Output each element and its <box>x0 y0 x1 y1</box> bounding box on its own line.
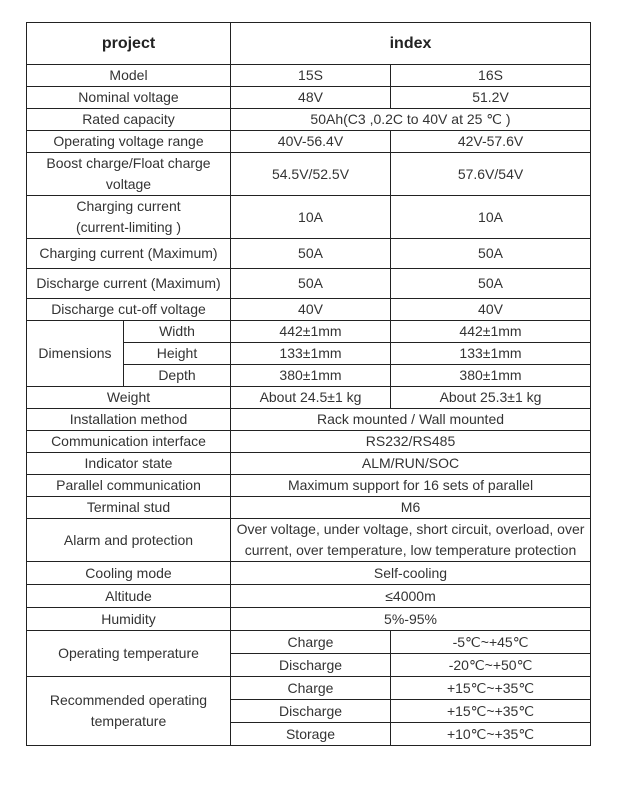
table-row <box>27 608 591 631</box>
value-15s: 40V-56.4V <box>231 131 391 153</box>
row-group-label: Dimensions <box>27 321 124 387</box>
value-shared: +15℃~+35℃ <box>391 677 591 700</box>
row-sublabel: Charge <box>231 631 391 654</box>
table-row <box>27 239 591 269</box>
table-row <box>27 631 591 654</box>
value-16s: 40V <box>391 299 591 321</box>
value-16s: 442±1mm <box>391 321 591 343</box>
value-shared: +10℃~+35℃ <box>391 723 591 746</box>
value-16s: 50A <box>391 269 591 299</box>
value-15s: 40V <box>231 299 391 321</box>
row-label: Installation method <box>27 409 231 431</box>
value-15s: 442±1mm <box>231 321 391 343</box>
value-shared: Self-cooling <box>231 562 591 585</box>
value-shared: M6 <box>231 497 591 519</box>
table-row <box>27 431 591 453</box>
value-16s: 380±1mm <box>391 365 591 387</box>
table-row <box>27 497 591 519</box>
row-label: Indicator state <box>27 453 231 475</box>
value-line: current, over temperature, low temperature protection <box>244 542 577 558</box>
table-row <box>27 299 591 321</box>
header-index: index <box>231 23 591 65</box>
row-sublabel: Charge <box>231 677 391 700</box>
value-15s: About 24.5±1 kg <box>231 387 391 409</box>
row-label: Altitude <box>27 585 231 608</box>
value-shared: ALM/RUN/SOC <box>231 453 591 475</box>
value-15s: 380±1mm <box>231 365 391 387</box>
row-group-label: Operating temperature <box>27 631 231 677</box>
row-label: Terminal stud <box>27 497 231 519</box>
value-shared: Rack mounted / Wall mounted <box>231 409 591 431</box>
table-row <box>27 387 591 409</box>
row-label <box>27 196 231 239</box>
value-15s: 15S <box>231 65 391 87</box>
value-15s: 54.5V/52.5V <box>231 153 391 196</box>
row-label: Discharge cut-off voltage <box>27 299 231 321</box>
table-row <box>27 269 591 299</box>
table-row <box>27 409 591 431</box>
table-row <box>27 65 591 87</box>
value-shared: ≤4000m <box>231 585 591 608</box>
spec-table <box>26 22 591 746</box>
value-16s: About 25.3±1 kg <box>391 387 591 409</box>
value-16s: 133±1mm <box>391 343 591 365</box>
row-label-line: temperature <box>90 713 167 729</box>
row-label <box>27 153 231 196</box>
table-row <box>27 321 591 343</box>
value-15s: 10A <box>231 196 391 239</box>
row-label: Model <box>27 65 231 87</box>
row-sublabel: Discharge <box>231 654 391 677</box>
row-label: Operating voltage range <box>27 131 231 153</box>
table-row <box>27 585 591 608</box>
table-row <box>27 109 591 131</box>
row-label: Nominal voltage <box>27 87 231 109</box>
row-label: Parallel communication <box>27 475 231 497</box>
row-label: Cooling mode <box>27 562 231 585</box>
table-row <box>27 475 591 497</box>
value-shared: 50Ah(C3 ,0.2C to 40V at 25 ℃ ) <box>231 109 591 131</box>
row-sublabel: Discharge <box>231 700 391 723</box>
row-label: Charging current (Maximum) <box>27 239 231 269</box>
value-shared: Maximum support for 16 sets of parallel <box>231 475 591 497</box>
value-shared: RS232/RS485 <box>231 431 591 453</box>
row-label: Communication interface <box>27 431 231 453</box>
value-shared: +15℃~+35℃ <box>391 700 591 723</box>
value-shared: 5%-95% <box>231 608 591 631</box>
table-row <box>27 131 591 153</box>
value-15s: 133±1mm <box>231 343 391 365</box>
value-shared <box>231 519 591 562</box>
value-shared: -5℃~+45℃ <box>391 631 591 654</box>
header-project: project <box>27 23 231 65</box>
value-16s: 50A <box>391 239 591 269</box>
table-row <box>27 196 591 239</box>
value-15s: 50A <box>231 269 391 299</box>
row-label: Rated capacity <box>27 109 231 131</box>
row-group-label <box>27 677 231 746</box>
table-header-row <box>27 23 591 65</box>
row-label: Discharge current (Maximum) <box>27 269 231 299</box>
table-row <box>27 677 591 700</box>
row-label-line: Recommended operating <box>49 692 208 708</box>
value-16s: 10A <box>391 196 591 239</box>
table-row <box>27 453 591 475</box>
row-sublabel: Depth <box>124 365 231 387</box>
value-16s: 42V-57.6V <box>391 131 591 153</box>
value-16s: 51.2V <box>391 87 591 109</box>
row-label: Alarm and protection <box>27 519 231 562</box>
row-label-line: voltage <box>105 176 152 192</box>
table-row <box>27 519 591 562</box>
value-line: Over voltage, under voltage, short circuit, overload, over <box>236 521 585 537</box>
table-row <box>27 153 591 196</box>
row-label: Humidity <box>27 608 231 631</box>
value-15s: 50A <box>231 239 391 269</box>
value-16s: 57.6V/54V <box>391 153 591 196</box>
row-label-line: (current-limiting ) <box>75 219 181 235</box>
value-shared: -20℃~+50℃ <box>391 654 591 677</box>
row-label: Weight <box>27 387 231 409</box>
row-sublabel: Storage <box>231 723 391 746</box>
row-sublabel: Width <box>124 321 231 343</box>
table-row <box>27 562 591 585</box>
table-row <box>27 87 591 109</box>
value-16s: 16S <box>391 65 591 87</box>
row-label-line: Boost charge/Float charge <box>46 155 211 171</box>
value-15s: 48V <box>231 87 391 109</box>
row-label-line: Charging current <box>76 198 181 214</box>
row-sublabel: Height <box>124 343 231 365</box>
